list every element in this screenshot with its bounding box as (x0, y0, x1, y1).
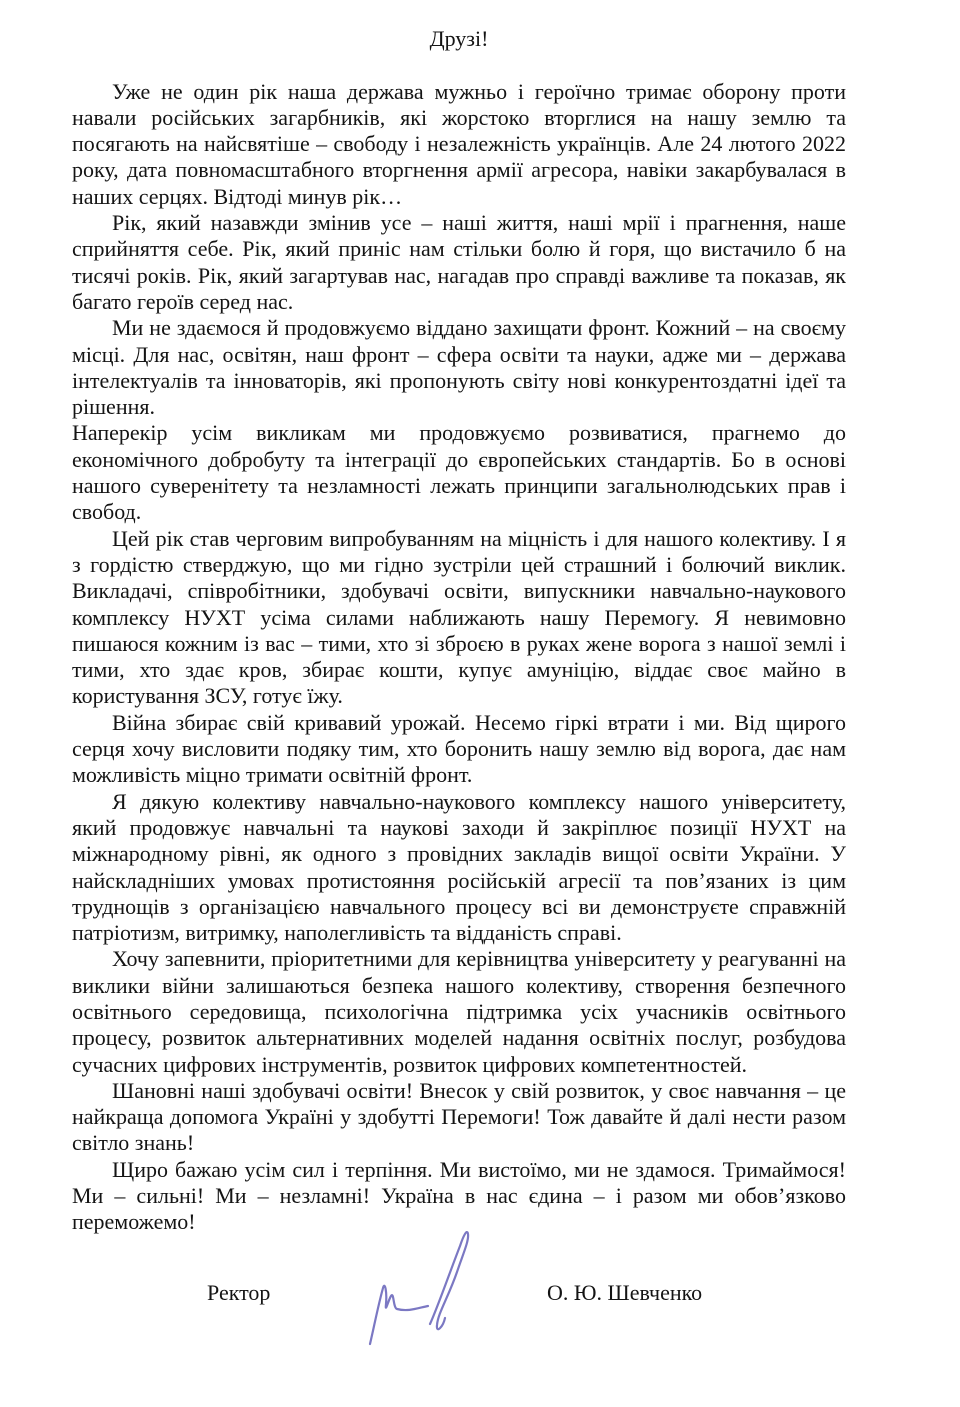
letter-paragraph: Я дякую колективу навчально-наукового комплексу нашого університету, який продовжує навчальні та наукові заходи й закріплює позиції НУХТ на міжнародному рівні, як одного з провідних закладів вищої освіти України. У найскладніших умовах протистояння російській агресії та пов’язаних із цим труднощів з організацією навчального процесу всі ви демонструєте справжній патріотизм, витримку, наполегливість та відданість справі. (72, 788, 846, 946)
letter-title: Друзі! (429, 26, 489, 51)
signature-role-label: Ректор (207, 1279, 271, 1305)
letter-paragraph: Цей рік став черговим випробуванням на міцність і для нашого колективу. І я з гордістю стверджую, що ми гідно зустріли цей страшний і болючий виклик. Викладачі, співробітники, здобувачі освіти, випускники навчально-наукового комплексу НУХТ усіма силами наближають нашу Перемогу. Я невимовно пишаюся кожним із вас – тими, хто зі зброєю в руках жене ворога з нашої землі і тими, хто здає кров, збирає кошти, купує амуніцію, віддає своє майно в користування ЗСУ, готує їжу. (72, 525, 846, 709)
letter-paragraph: Ми не здаємося й продовжуємо віддано захищати фронт. Кожний – на своєму місці. Для нас, освітян, наш фронт – сфера освіти та науки, адже ми – держава інтелектуалів та інноваторів, які пропонують світу нові конкурентоздатні ідеї та рішення. (72, 315, 846, 420)
letter-paragraph: Щиро бажаю усім сил і терпіння. Ми вистоїмо, ми не здамося. Тримаймося! Ми – сильні! Ми – незламні! Україна в нас єдина – і разом ми обов’язково переможемо! (72, 1156, 846, 1235)
handwritten-signature (338, 1224, 483, 1359)
letter-paragraph: Наперекір усім викликам ми продовжуємо розвиватися, прагнемо до економічного добробуту та інтеграції до європейських стандартів. Бо в основі нашого суверенітету та незламності лежать принципи загальнолюдських прав і свобод. (72, 420, 846, 525)
signature-name: О. Ю. Шевченко (547, 1279, 703, 1305)
signature-ink-stroke (430, 1232, 468, 1329)
signature-ink-stroke (370, 1285, 428, 1343)
letter-paragraph: Рік, який назавжди змінив усе – наші життя, наші мрії і прагнення, наше сприйняття себе. Рік, який приніс нам стільки болю й горя, що вистачило б на тисячі років. Рік, який загартував нас, нагадав про справді важливе та показав, як багато героїв серед нас. (72, 210, 846, 314)
signature-block (72, 1236, 846, 1354)
letter-paragraph: Уже не один рік наша держава мужньо і героїчно тримає оборону проти навали російських загарбників, які жорстоко вторглися на нашу землю та посягають на найсвятіше – свободу і незалежність українців. Але 24 лютого 2022 року, дата повномасштабного вторгнення армії агресора, навіки закарбувалася в наших серцях. Відтоді минув рік… (72, 78, 846, 209)
letter-paragraph: Війна збирає свій кривавий урожай. Несемо гіркі втрати і ми. Від щирого серця хочу висловити подяку тим, хто боронить нашу землю від ворога, дає нам можливість міцно тримати освітній фронт. (72, 709, 846, 788)
letter-paragraph: Шановні наші здобувачі освіти! Внесок у свій розвиток, у своє навчання – це найкраща допомога Україні у здобутті Перемоги! Тож давайте й далі нести разом світло знань! (72, 1077, 846, 1156)
letter-paragraph: Хочу запевнити, пріоритетними для керівництва університету у реагуванні на виклики війни залишаються безпека нашого колективу, створення безпечного освітнього середовища, психологічна підтримка усіх учасників освітнього процесу, розвиток альтернативних моделей надання освітніх послуг, розбудова сучасних цифрових інструментів, розвиток цифрових компетентностей. (72, 946, 846, 1077)
